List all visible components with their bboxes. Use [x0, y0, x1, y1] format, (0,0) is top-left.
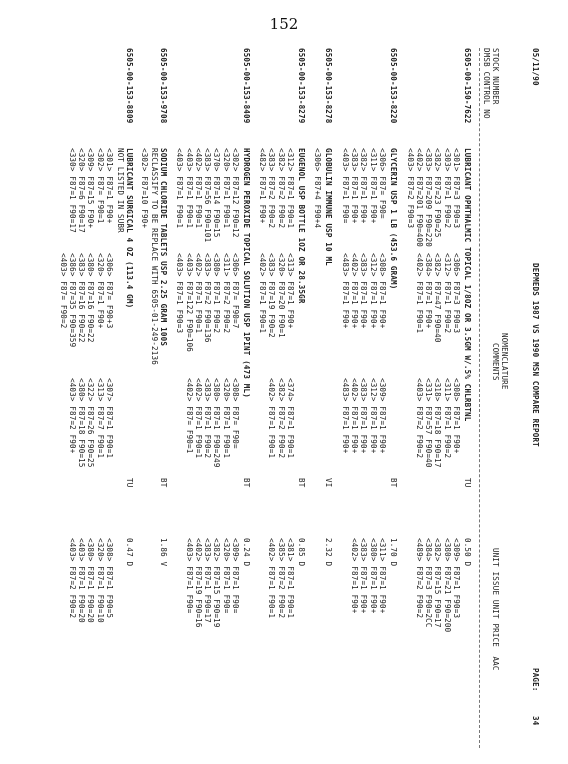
msn-entry: <382> F87=2 F90=2	[276, 148, 286, 229]
msn-entry: <380> F87=18 F90=15	[77, 378, 87, 468]
msn-entry: <320> F87=1 F90=1	[221, 148, 231, 229]
msn-column	[267, 378, 295, 458]
item-block	[338, 48, 398, 748]
msn-entry: <382> F87=15 F90=19	[212, 538, 222, 628]
col-comments: COMMENTS	[491, 343, 500, 381]
msn-entry: <382> F87=15 F90=17	[433, 538, 443, 628]
msn-entry: <383> F87=56 F90=101	[203, 148, 213, 243]
msn-entry: <403> F87=1 F90=	[184, 538, 194, 614]
msn-entry: <402> F87=1 F90+	[350, 378, 360, 454]
item-block	[256, 48, 306, 748]
msn-entry: <382> F87=2 F90=2	[276, 378, 286, 459]
unit-price: 2.32 D	[324, 538, 333, 567]
msn-entry: <402> F87=1 F90=1	[267, 538, 277, 619]
msn-entry: <402> F87=1 F90=1	[414, 253, 424, 334]
unit-issue: TU	[463, 478, 472, 488]
msn-entry: <403> F87=1 F90=1	[184, 148, 194, 229]
msn-entry: <306> F87= F90+3	[105, 253, 114, 329]
msn-entry: <302> F87=12 F90=12	[231, 148, 240, 238]
msn-entry: <402> F87=1 F90+	[350, 538, 360, 614]
unit-issue: TU	[125, 478, 134, 488]
msn-entry: <313> F87=1 F90+	[286, 253, 295, 329]
msn-entry: <380> F87=1 F90=20	[86, 538, 96, 623]
item-block	[311, 48, 333, 748]
msn-entry: <320> F87=20 F90=1	[276, 253, 286, 338]
msn-entry: <403> F87=2 F90=3	[405, 148, 415, 229]
msn-entry: <380> F87=1 F90+	[368, 538, 378, 614]
unit-issue: VI	[324, 478, 333, 488]
msn-entry: <483> F87=1 F90+	[340, 378, 350, 454]
msn-entry: <383> F87=209 F90=220	[424, 148, 434, 248]
msn-entry: <331> F87=57 F90=40	[424, 378, 434, 468]
stock-number: 6505-00-153-8278	[324, 48, 333, 124]
stock-number: 6505-00-150-7622	[463, 48, 472, 124]
unit-price: 1.86 V	[159, 538, 168, 567]
msn-entry: <402> F87=201 F90=400	[414, 148, 424, 248]
col-unit-issue: UNIT ISSUE UNIT PRICE AAC	[491, 548, 500, 671]
msn-entry: <313> F87=7 F90=1	[95, 378, 105, 459]
unit-price: 0.50 D	[463, 538, 472, 567]
msn-entry: <309> F87=15 F90+	[86, 148, 96, 229]
msn-entry: <309> F87=1 F90+	[378, 378, 387, 454]
msn-entry: <402> F87=1 F90=1	[193, 148, 203, 229]
report-title: DEPMEDS 1987 VS 1990 MSN COMPARE REPORT	[531, 263, 540, 447]
msn-entry: <318> F87=18 F90=17	[433, 378, 443, 468]
msn-column	[341, 378, 387, 453]
msn-column	[175, 148, 240, 242]
item-block	[404, 48, 472, 748]
item-name: GLYCERIN USP 1 LB (453.6 GRAM)	[389, 148, 398, 290]
msn-entry: <380> F87=1 F90=2	[212, 253, 222, 334]
msn-entry: <483> F87=1 F90+	[340, 253, 350, 329]
page-label: PAGE:	[531, 668, 540, 692]
msn-entry: <403> F87=1 F90=	[340, 148, 350, 224]
msn-entry: <308> F87=1 F90+	[452, 378, 461, 454]
unit-price: 0.24 D	[242, 538, 251, 567]
item-block	[58, 48, 134, 748]
msn-entry: <303> F87=1 F90=2	[442, 148, 452, 229]
msn-entry: <381> F87=1 F90=1	[286, 538, 295, 619]
msn-entry: <402> F87=1 F90+	[350, 253, 360, 329]
item-comment: RECLASSIFY TO BE REPLACE WITH 6505-01-249-2136	[149, 148, 159, 365]
msn-entry: <383> F87=16 F90=22	[77, 253, 87, 343]
stock-number: 6505-00-153-8279	[297, 48, 306, 124]
msn-entry: <382> F87=47 F90=40	[433, 253, 443, 343]
msn-entry: <403> F87=122 F90=106	[184, 253, 194, 353]
msn-entry: <322> F87=26 F90=25	[86, 378, 96, 468]
unit-price: 0.85 D	[297, 538, 306, 567]
item-comment: <302> F87=10 F90+	[140, 148, 150, 229]
msn-entry: <382> F87=23 F90=25	[433, 148, 443, 238]
msn-entry: <330> F87=1 F90=17	[67, 148, 77, 233]
unit-issue: BT	[297, 478, 306, 488]
col-stock-number: STOCK NUMBER	[491, 48, 500, 105]
msn-entry: <383> F87=19 F90=2	[267, 253, 277, 338]
msn-column	[258, 148, 295, 228]
msn-column	[258, 253, 295, 338]
msn-entry: <309> F87=1 F90=	[231, 538, 240, 614]
msn-entry: <306> F87+4 F90+4	[313, 148, 322, 229]
page-no: 34	[531, 716, 540, 726]
stock-number: 6505-00-153-8809	[125, 48, 134, 124]
msn-entry: <383> F87=1 F90+	[359, 378, 369, 454]
unit-issue: BT	[389, 478, 398, 488]
msn-column	[405, 148, 461, 247]
msn-entry: <383> F87=1 F90+	[350, 148, 360, 224]
msn-entry: <402> F87=1 F90=1	[258, 253, 268, 334]
msn-entry: <380> F87=16 F90=22	[86, 253, 96, 343]
msn-entry: <320> F87=1 F90=10	[95, 538, 105, 623]
item-comment: NOT LISTED IN SUBR	[115, 148, 125, 233]
msn-entry: <402> F87=1 F90=1	[193, 253, 203, 334]
msn-entry: <402> F87= F90=1	[184, 378, 194, 454]
msn-column	[267, 538, 295, 618]
msn-entry: <383> F87=2 F90=136	[203, 253, 213, 343]
report-date: 05/11/90	[531, 48, 540, 86]
col-control-no: DMSB CONTROL NO	[482, 48, 491, 119]
unit-issue: BT	[159, 478, 168, 488]
msn-entry: <489> F87=2 F90=2	[414, 538, 424, 619]
msn-entry: <302> F87= F90=1	[95, 148, 105, 224]
msn-column	[415, 538, 461, 632]
msn-entry: <383> F87=2 F90=2	[267, 148, 277, 229]
msn-entry: <307> F87=1 F90=1	[105, 378, 114, 459]
msn-column	[58, 253, 114, 347]
unit-price: 0.47 D	[125, 538, 134, 567]
msn-entry: <383> F87=1 F90=17	[203, 538, 213, 623]
msn-entry: <403> F87=1 F90=3	[175, 253, 185, 334]
msn-entry: <403> F87=2 F90=2	[414, 378, 424, 459]
item-name: SODIUM CHLORIDE TABLETS USP 2.25 GRAM 100S	[159, 148, 168, 347]
msn-entry: <306> F87= F90=	[378, 148, 387, 219]
msn-entry: <402> F87=19 F90=16	[193, 538, 203, 628]
msn-entry: <312> F87=1 F90=2	[442, 253, 452, 334]
msn-entry: <384> F87=3 F90=2CC	[424, 538, 434, 628]
msn-entry: <308> F87= F90=	[231, 378, 240, 449]
msn-column	[350, 538, 387, 613]
msn-entry: <308> F87=1 F90+	[378, 253, 387, 329]
msn-entry: <383> F87=1 F90+	[359, 253, 369, 329]
msn-entry: <402> F87=1 F90=1	[267, 378, 277, 459]
msn-entry: <311> F87=1 F90=2	[442, 378, 452, 459]
msn-entry: <382> F87=1 F90+	[359, 148, 369, 224]
msn-entry: <311> F87=1 F90+	[368, 148, 378, 224]
item-block	[138, 48, 168, 748]
msn-entry: <403> F87=2 F90=2	[67, 538, 77, 619]
msn-entry: <301> F87=1 F90+	[105, 148, 114, 224]
msn-entry: <308> F87=1 F90=5	[105, 538, 114, 619]
msn-column	[313, 148, 322, 228]
msn-entry: <482> F87=1 F90+	[258, 148, 268, 224]
msn-column	[68, 148, 114, 233]
msn-column	[68, 538, 114, 623]
item-block	[173, 48, 251, 748]
msn-entry: <380> F87=1 F90=249	[212, 378, 222, 468]
msn-entry: <384> F87=1 F90+	[424, 253, 434, 329]
msn-column	[184, 538, 240, 628]
msn-entry: <403> F87=2 F90+	[67, 378, 77, 454]
msn-entry: <312> F87=1 F90=1	[286, 148, 295, 229]
msn-column	[341, 253, 387, 328]
stock-number: 6505-00-153-8409	[242, 48, 251, 124]
stock-number: 6505-00-153-9708	[159, 48, 168, 124]
msn-column	[415, 378, 461, 468]
msn-entry: <403> F87=1 F90=1	[175, 148, 185, 229]
msn-entry: <311> F87=1 F90+	[378, 538, 387, 614]
col-nomenclature: NOMENCLATURE	[500, 333, 509, 390]
item-name: HYDROGEN PEROXIDE TOPICAL SOLUTION USP 1PINT (473 ML)	[242, 148, 251, 398]
msn-entry: <383> F87=1 F90+	[359, 538, 369, 614]
msn-entry: <320> F87=1 F90+	[95, 253, 105, 329]
msn-entry: <385> F87=2 F90=2	[276, 538, 286, 619]
msn-entry: <320> F87=1 F90=	[221, 538, 231, 614]
msn-entry: <312> F87=1 F90+	[368, 378, 378, 454]
msn-column	[68, 378, 114, 468]
unit-issue: BT	[242, 478, 251, 488]
msn-entry: <386> F87=35 F90=359	[67, 253, 77, 348]
item-name: LUBRICANT SURGICAL 4 OZ (113.4 GM)	[125, 148, 134, 309]
msn-entry: <403> F87=1 F90=20	[77, 538, 87, 623]
item-name: GLOBULIN IMMUNE USP 10 ML	[324, 148, 333, 266]
item-name: EUGENOL USP BOTTLE 1OZ OR 28.35GR	[297, 148, 306, 304]
msn-entry: <306> F87= F90=7	[231, 253, 240, 329]
msn-entry: <320> F87=6 F90=17	[77, 148, 87, 233]
msn-entry: <311> F87=2 F90=2	[221, 253, 231, 334]
msn-column	[341, 148, 387, 223]
msn-entry: <320> F87=1 F90=1	[221, 378, 231, 459]
msn-entry: <402> F87=1 F90=1	[193, 378, 203, 459]
msn-entry: <309> F87=1 F90=3	[452, 538, 461, 619]
msn-entry: <403> F87= F90=2	[58, 253, 68, 329]
msn-column	[175, 253, 240, 352]
stock-number: 6505-00-153-8220	[389, 48, 398, 124]
header-divider	[479, 48, 480, 748]
msn-entry: <383> F87=1 F90=2	[203, 378, 213, 459]
rotated-report	[58, 48, 540, 748]
msn-entry: <380> F87=21 F90=200	[442, 538, 452, 633]
msn-entry: <312> F87=1 F90+	[368, 253, 378, 329]
unit-price: 1.70 D	[389, 538, 398, 567]
page-number: 152	[269, 15, 299, 33]
msn-column	[184, 378, 240, 468]
msn-entry: <370> F87=14 F90=15	[212, 148, 222, 238]
item-name: LUBRICANT OPHTHALMIC TOPICAL 1/8OZ OR 3.5GM W/.5% CHLRBTNL	[463, 148, 472, 422]
msn-entry: <374> F87=1 F90=1	[286, 378, 295, 459]
msn-entry: <306> F87=3 F90=3	[452, 253, 461, 334]
msn-entry: <301> F87=3 F90=3	[452, 148, 461, 229]
msn-column	[415, 253, 461, 343]
